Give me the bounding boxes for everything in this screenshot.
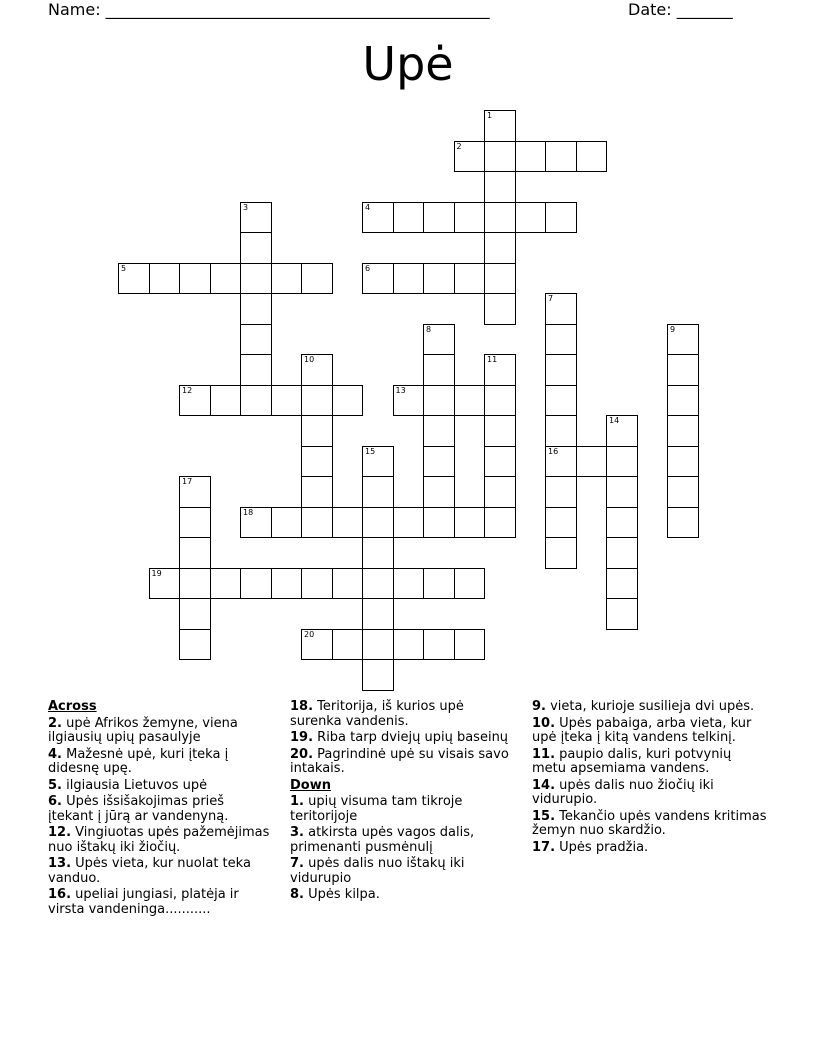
clue-number: 15. [532, 808, 556, 824]
grid-cell[interactable] [423, 476, 455, 508]
clue-item [290, 731, 512, 746]
clue-item [290, 748, 512, 777]
grid-cell[interactable] [149, 568, 181, 600]
grid-cell[interactable] [667, 446, 699, 478]
grid-cell[interactable] [240, 324, 272, 356]
clue-text: paupio dalis, kuri potvynių metu apsemiama vandens. [532, 746, 732, 776]
clue-item [290, 857, 512, 886]
clue-text: upė Afrikos žemyne, viena ilgiausių upių pasaulyje [48, 715, 238, 745]
grid-cell[interactable] [332, 629, 364, 661]
grid-cell[interactable] [210, 263, 242, 295]
grid-cell[interactable] [454, 141, 486, 173]
grid-cell[interactable] [545, 415, 577, 447]
grid-cell[interactable] [423, 324, 455, 356]
grid-cell[interactable] [362, 507, 394, 539]
grid-cell[interactable] [606, 568, 638, 600]
clue-item [532, 717, 768, 746]
cell-number: 5 [121, 263, 127, 273]
grid-cell[interactable] [515, 141, 547, 173]
grid-cell[interactable] [179, 385, 211, 417]
clue-number: 10. [532, 715, 556, 731]
grid-cell[interactable] [667, 385, 699, 417]
grid-cell[interactable] [545, 385, 577, 417]
clue-item [48, 795, 270, 824]
clue-item [48, 717, 270, 746]
grid-cell[interactable] [454, 568, 486, 600]
cell-number: 16 [548, 446, 559, 456]
grid-cell[interactable] [179, 476, 211, 508]
grid-cell[interactable] [179, 598, 211, 630]
grid-cell[interactable] [667, 507, 699, 539]
grid-cell[interactable] [271, 263, 303, 295]
grid-cell[interactable] [240, 385, 272, 417]
clue-number: 16. [48, 887, 72, 902]
cell-number: 10 [304, 355, 315, 364]
clue-text: Pagrindinė upė su visais savo intakais. [290, 746, 509, 776]
grid-cell[interactable] [454, 202, 486, 234]
clue-text: Upės pradžia. [555, 839, 649, 855]
clue-number: 7. [290, 856, 304, 871]
cell-number: 8 [426, 324, 432, 334]
clue-item [532, 810, 768, 839]
clue-text: upeliai jungiasi, platėja ir virsta vandeninga........... [48, 887, 239, 917]
grid-cell[interactable] [423, 415, 455, 447]
clue-item [48, 748, 270, 777]
grid-cell[interactable] [179, 507, 211, 539]
clue-number: 18. [290, 699, 314, 714]
across-heading: Across [48, 699, 97, 714]
clue-number: 17. [532, 839, 556, 855]
grid-cell[interactable] [484, 141, 516, 173]
clue-number: 13. [48, 856, 72, 871]
clue-text: Teritorija, iš kurios upė surenka vandenis. [290, 699, 464, 729]
clue-item [532, 748, 768, 777]
grid-cell[interactable] [362, 659, 394, 691]
grid-cell[interactable] [240, 202, 272, 234]
grid-cell[interactable] [545, 476, 577, 508]
cell-number: 12 [182, 385, 193, 395]
grid-cell[interactable] [545, 537, 577, 569]
grid-cell[interactable] [393, 568, 425, 600]
grid-cell[interactable] [454, 507, 486, 539]
grid-cell[interactable] [240, 507, 272, 539]
grid-cell[interactable] [454, 629, 486, 661]
grid-cell[interactable] [332, 385, 364, 417]
grid-cell[interactable] [423, 446, 455, 478]
grid-cell[interactable] [301, 385, 333, 417]
name-field: Name: ________________________________________________ [48, 0, 490, 19]
grid-cell[interactable] [362, 629, 394, 661]
grid-cell[interactable] [545, 324, 577, 356]
grid-cell[interactable] [393, 629, 425, 661]
cell-number: 20 [304, 629, 315, 639]
clue-text: atkirsta upės vagos dalis, primenanti pusmėnulį [290, 825, 475, 855]
cell-number: 4 [365, 202, 371, 212]
clue-number: 1. [290, 794, 304, 809]
clue-number: 19. [290, 730, 314, 745]
grid-cell[interactable] [667, 324, 699, 356]
grid-cell[interactable] [393, 385, 425, 417]
grid-cell[interactable] [179, 537, 211, 569]
clue-number: 12. [48, 825, 72, 840]
down-clue-list-cont [532, 700, 768, 855]
grid-cell[interactable] [301, 568, 333, 600]
grid-cell[interactable] [484, 202, 516, 234]
cell-number: 14 [609, 416, 620, 425]
grid-cell[interactable] [240, 293, 272, 325]
page-title: Upė [362, 37, 454, 91]
clue-item [48, 779, 270, 794]
grid-cell[interactable] [484, 232, 516, 264]
grid-cell[interactable] [484, 293, 516, 325]
grid-cell[interactable] [423, 263, 455, 295]
clue-number: 4. [48, 746, 62, 762]
grid-cell[interactable] [301, 446, 333, 478]
grid-cell[interactable] [576, 446, 608, 478]
cell-number: 7 [548, 294, 554, 303]
grid-cell[interactable] [545, 202, 577, 234]
grid-cell[interactable] [484, 507, 516, 539]
grid-cell[interactable] [393, 202, 425, 234]
clue-text: upių visuma tam tikroje teritorijoje [290, 794, 463, 824]
grid-cell[interactable] [362, 476, 394, 508]
grid-cell[interactable] [484, 476, 516, 508]
grid-cell[interactable] [423, 385, 455, 417]
grid-cell[interactable] [393, 507, 425, 539]
clue-text: Mažesnė upė, kuri įteka į didesnę upę. [48, 746, 229, 776]
grid-cell[interactable] [545, 507, 577, 539]
grid-cell[interactable] [118, 263, 150, 295]
grid-cell[interactable] [545, 446, 577, 478]
clue-number: 20. [290, 746, 314, 762]
clue-number: 8. [290, 887, 304, 902]
grid-cell[interactable] [301, 507, 333, 539]
grid-cell[interactable] [515, 202, 547, 234]
grid-cell[interactable] [240, 354, 272, 386]
clue-text: vieta, kurioje susilieja dvi upės. [545, 699, 755, 714]
grid-cell[interactable] [301, 354, 333, 386]
cell-number: 3 [243, 202, 249, 212]
cell-number: 9 [670, 324, 676, 334]
clue-text: upės dalis nuo žiočių iki vidurupio. [532, 777, 714, 807]
grid-cell[interactable] [362, 446, 394, 478]
grid-cell[interactable] [484, 354, 516, 386]
clue-text: Vingiuotas upės pažemėjimas nuo ištakų iki žiočių. [48, 825, 270, 855]
grid-cell[interactable] [301, 476, 333, 508]
cell-number: 17 [182, 477, 193, 486]
grid-cell[interactable] [240, 232, 272, 264]
clues-column-2 [290, 700, 512, 905]
grid-cell[interactable] [179, 629, 211, 661]
grid-cell[interactable] [179, 263, 211, 295]
grid-cell[interactable] [423, 202, 455, 234]
grid-cell[interactable] [362, 598, 394, 630]
grid-cell[interactable] [240, 263, 272, 295]
clue-item [532, 841, 768, 856]
clue-number: 14. [532, 777, 556, 793]
grid-cell[interactable] [362, 537, 394, 569]
grid-cell[interactable] [545, 141, 577, 173]
grid-cell[interactable] [606, 537, 638, 569]
grid-cell[interactable] [210, 385, 242, 417]
clue-text: Tekančio upės vandens kritimas žemyn nuo skardžio. [532, 808, 767, 838]
clue-item [290, 795, 512, 824]
down-heading: Down [290, 777, 331, 793]
grid-cell[interactable] [545, 293, 577, 325]
cell-number: 6 [365, 263, 371, 273]
cell-number: 1 [487, 111, 493, 120]
clues-column-1 [48, 700, 270, 919]
clue-item [290, 700, 512, 729]
grid-cell[interactable] [484, 263, 516, 295]
clue-number: 9. [532, 699, 546, 714]
clue-text: Upės pabaiga, arba vieta, kur upė įteka į kitą vandens telkinį. [532, 715, 752, 745]
grid-cell[interactable] [454, 263, 486, 295]
cell-number: 13 [395, 385, 406, 395]
grid-cell[interactable] [606, 476, 638, 508]
grid-cell[interactable] [393, 263, 425, 295]
clue-number: 11. [532, 746, 556, 762]
clue-text: ilgiausia Lietuvos upė [61, 777, 208, 793]
clue-number: 3. [290, 825, 304, 840]
cell-number: 18 [243, 507, 254, 517]
clue-item [48, 857, 270, 886]
grid-cell[interactable] [667, 354, 699, 386]
grid-cell[interactable] [362, 202, 394, 234]
grid-cell[interactable] [667, 476, 699, 508]
clue-text: Upės išsišakojimas prieš įtekant į jūrą ar vandenyną. [48, 794, 229, 824]
grid-cell[interactable] [423, 507, 455, 539]
clue-number: 5. [48, 777, 62, 793]
grid-cell[interactable] [606, 598, 638, 630]
across-clue-list [48, 717, 270, 918]
clue-text: Upės kilpa. [303, 887, 380, 902]
clue-number: 2. [48, 715, 62, 731]
grid-cell[interactable] [454, 385, 486, 417]
cell-number: 15 [365, 446, 376, 456]
grid-cell[interactable] [210, 568, 242, 600]
clue-item [48, 888, 270, 917]
date-field: Date: _______ [628, 0, 733, 19]
grid-cell[interactable] [484, 415, 516, 447]
clue-item [48, 826, 270, 855]
cell-number: 11 [487, 355, 498, 364]
clues-column-3 [532, 700, 768, 857]
grid-cell[interactable] [423, 629, 455, 661]
grid-cell[interactable] [423, 354, 455, 386]
clue-text: Riba tarp dviejų upių baseinų [313, 730, 509, 745]
grid-cell[interactable] [423, 568, 455, 600]
clue-item [290, 826, 512, 855]
grid-cell[interactable] [606, 415, 638, 447]
grid-cell[interactable] [667, 415, 699, 447]
grid-cell[interactable] [301, 629, 333, 661]
grid-cell[interactable] [484, 110, 516, 142]
grid-cell[interactable] [271, 385, 303, 417]
grid-cell[interactable] [301, 415, 333, 447]
clue-item [532, 700, 768, 715]
clue-number: 6. [48, 794, 62, 809]
grid-cell[interactable] [332, 507, 364, 539]
grid-cell[interactable] [271, 568, 303, 600]
grid-cell[interactable] [484, 171, 516, 203]
across-clue-list-cont [290, 700, 512, 777]
grid-cell[interactable] [271, 507, 303, 539]
grid-cell[interactable] [240, 568, 272, 600]
grid-cell[interactable] [149, 263, 181, 295]
grid-cell[interactable] [362, 263, 394, 295]
grid-cell[interactable] [301, 263, 333, 295]
clue-text: Upės vieta, kur nuolat teka vanduo. [48, 856, 251, 886]
cell-number: 2 [456, 141, 462, 151]
grid-cell[interactable] [606, 446, 638, 478]
grid-cell[interactable] [545, 354, 577, 386]
clue-item [290, 888, 512, 903]
grid-cell[interactable] [484, 385, 516, 417]
cell-number: 19 [151, 568, 162, 578]
down-clue-list [290, 795, 512, 903]
clue-item [532, 779, 768, 808]
grid-cell[interactable] [606, 507, 638, 539]
grid-cell[interactable] [576, 141, 608, 173]
grid-cell[interactable] [332, 568, 364, 600]
grid-cell[interactable] [362, 568, 394, 600]
grid-cell[interactable] [484, 446, 516, 478]
clue-text: upės dalis nuo ištakų iki vidurupio [290, 856, 465, 886]
grid-cell[interactable] [179, 568, 211, 600]
